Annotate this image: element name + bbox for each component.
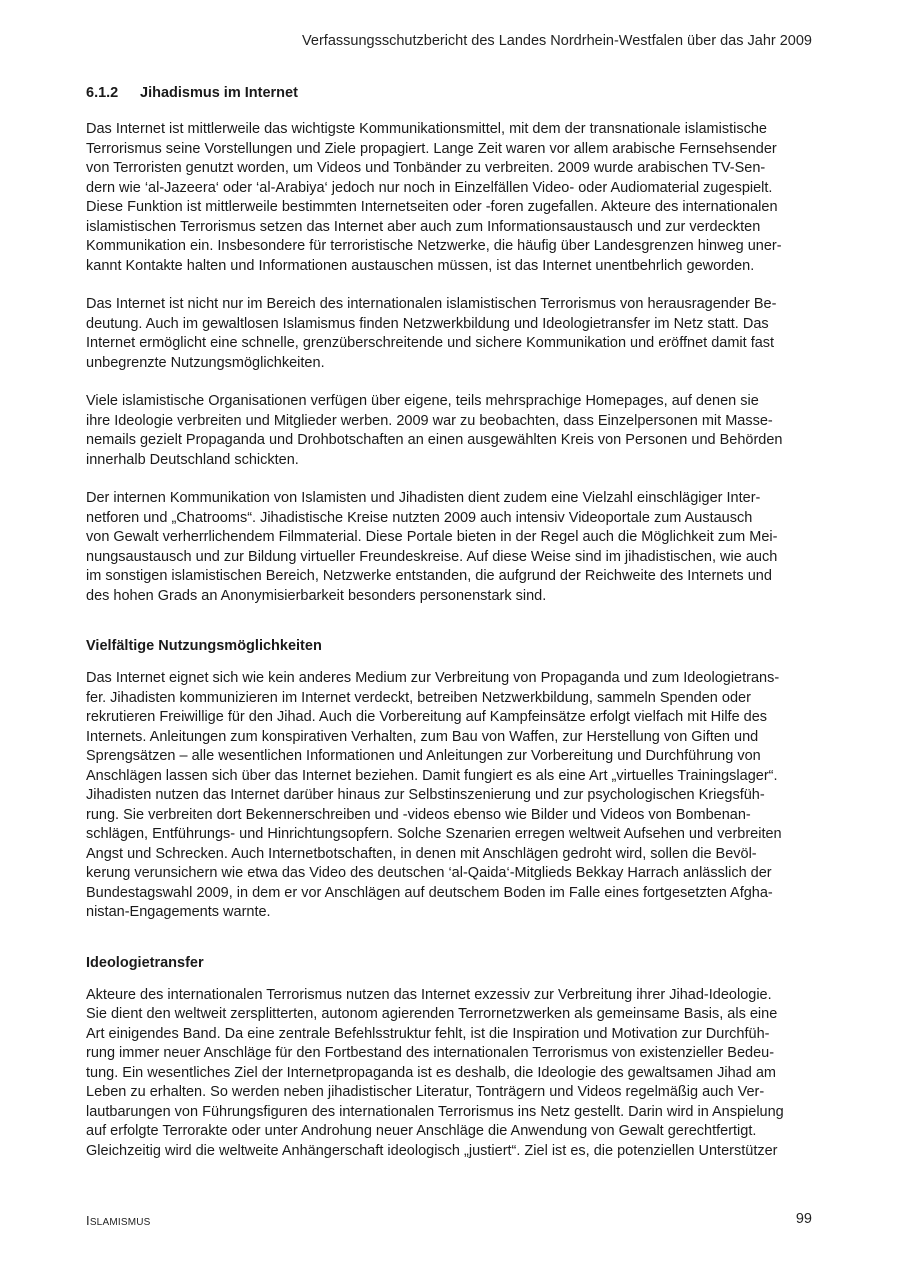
page-content xyxy=(86,84,816,1180)
text-line: innerhalb Deutschland schickten. xyxy=(86,451,299,468)
page-number: 99 xyxy=(795,1211,812,1227)
text-line: kannt Kontakte halten und Informationen austauschen müssen, ist das Internet unentbehrlich geworden. xyxy=(86,257,755,274)
text-line: Internet ermöglicht eine schnelle, grenzüberschreitende und sichere Kommunikation und eröffnet damit fast xyxy=(86,335,775,351)
text-line: nistan-Engagements warnte. xyxy=(86,904,271,920)
nutzungsmoeglichkeiten-paragraph xyxy=(86,669,816,923)
section-number: 6.1.2 xyxy=(86,85,119,101)
text-line: Angst und Schrecken. Auch Internetbotschaften, in denen mit Anschlägen gedroht wird, sollen die Bevöl- xyxy=(86,845,757,862)
text-line: des hohen Grads an Anonymisierbarkeit besonders personenstark sind. xyxy=(86,587,547,604)
text-line: Anschlägen lassen sich über das Internet beziehen. Damit fungiert es als eine Art „virtuelles Trainingslager“. xyxy=(86,767,778,784)
text-line: tung. Ein wesentliches Ziel der Internetpropaganda ist es deshalb, die Ideologie des gewaltsamen Jihad am xyxy=(86,1064,776,1081)
text-line: rung. Sie verbreiten dort Bekennerschreiben und -videos ebenso wie Bilder und Videos von Bombenan- xyxy=(86,806,751,823)
text-line: rekrutieren Freiwillige für den Jihad. Auch die Vorbereitung auf Kampfeinsätze erfolgt vielfach mit Hilfe des xyxy=(86,709,768,725)
footer-chapter-name xyxy=(86,1213,151,1228)
text-line: kerung verunsichern wie etwa das Video des deutschen ‘al-Qaida‘-Mitglieds Bekkay Harrach anlässlich der xyxy=(86,865,772,881)
subheading-nutzungsmoeglichkeiten: Vielfältige Nutzungsmöglichkeiten xyxy=(86,638,322,654)
text-line: rung immer neuer Anschläge für den Fortbestand des internationalen Terrorismus von existenzieller Bedeu- xyxy=(86,1045,775,1061)
text-line: Terrorismus seine Vorstellungen und Ziele propagiert. Lange Zeit waren vor allem arabische Fernsehsender xyxy=(86,140,777,157)
text-line: Leben zu erhalten. So werden neben jihadistischer Literatur, Tonträgern und Videos regelmäßig auch Ver- xyxy=(86,1084,765,1100)
text-line: nemails gezielt Propaganda und Drohbotschaften an einen ausgewählten Kreis von Personen und Behörden xyxy=(86,432,783,448)
text-line: deutung. Auch im gewaltlosen Islamismus finden Netzwerkbildung und Ideologietransfer im Netz statt. Das xyxy=(86,315,769,332)
intro-paragraph-1 xyxy=(86,120,816,276)
text-line: dern wie ‘al-Jazeera‘ oder ‘al-Arabiya‘ jedoch nur noch in Einzelfällen Video- oder Audiomaterial zugespielt. xyxy=(86,179,773,196)
text-line: Das Internet ist nicht nur im Bereich des internationalen islamistischen Terrorismus von herausragender Be- xyxy=(86,296,777,312)
text-line: Akteure des internationalen Terrorismus nutzen das Internet exzessiv zur Verbreitung ihrer Jihad-Ideologie. xyxy=(86,986,772,1003)
text-line: Sie dient den weltweit zersplitterten, autonom agierenden Terrornetzwerken als gemeinsame Basis, als eine xyxy=(86,1006,778,1022)
text-line: Das Internet eignet sich wie kein anderes Medium zur Verbreitung von Propaganda und zum Ideologietrans- xyxy=(86,670,780,686)
ideologietransfer-paragraph xyxy=(86,986,816,1162)
text-line: Art einigendes Band. Da eine zentrale Befehlsstruktur fehlt, ist die Inspiration und Motivation zur Durchfüh- xyxy=(86,1025,770,1042)
text-line: von Terroristen genutzt worden, um Videos und Tonbänder zu verbreiten. 2009 wurde arabischen TV-Sen- xyxy=(86,160,766,176)
text-line: Gleichzeitig wird die weltweite Anhängerschaft ideologisch „justiert“. Ziel ist es, die potenziellen Unterstützer xyxy=(86,1142,778,1159)
text-line: ihre Ideologie verbreiten und Mitglieder werben. 2009 war zu beobachten, dass Einzelpersonen mit Masse- xyxy=(86,412,773,429)
text-line: auf erfolgte Terrorakte oder unter Androhung neuer Anschläge die Anwendung von Gewalt gerechtfertigt. xyxy=(86,1123,757,1139)
footer-chapter-rest: SLAMISMUS xyxy=(89,1217,151,1228)
subheading-ideologietransfer: Ideologietransfer xyxy=(86,954,204,971)
text-line: Sprengsätzen – alle wesentlichen Informationen und Anleitungen zur Vorbereitung und Durchführung von xyxy=(86,748,761,764)
text-line: unbegrenzte Nutzungsmöglichkeiten. xyxy=(86,354,325,371)
text-line: Viele islamistische Organisationen verfügen über eigene, teils mehrsprachige Homepages, auf denen sie xyxy=(86,393,759,409)
intro-paragraph-4 xyxy=(86,489,816,606)
text-line: netforen und „Chatrooms“. Jihadistische Kreise nutzten 2009 auch intensiv Videoportale zum Austausch xyxy=(86,509,753,526)
intro-paragraph-2 xyxy=(86,295,816,373)
text-line: Kommunikation ein. Insbesondere für terroristische Netzwerke, die häufig über Landesgrenzen hinweg uner- xyxy=(86,238,782,254)
intro-paragraph-3 xyxy=(86,392,816,470)
text-line: im sonstigen islamistischen Bereich, Netzwerke entstanden, die aufgrund der Reichweite des Internets und xyxy=(86,568,772,584)
text-line: fer. Jihadisten kommunizieren im Internet verdeckt, betreiben Netzwerkbildung, sammeln Spenden oder xyxy=(86,689,751,706)
running-header: Verfassungsschutzbericht des Landes Nordrhein-Westfalen über das Jahr 2009 xyxy=(302,33,812,49)
section-heading xyxy=(86,84,816,103)
text-line: Jihadisten nutzen das Internet darüber hinaus zur Selbstinszenierung und zur psychologischen Kriegsfüh- xyxy=(86,787,765,803)
text-line: islamistischen Terrorismus setzen das Internet aber auch zum Informationsaustausch und zur verdeckten xyxy=(86,218,761,235)
text-line: nungsaustausch und zur Bildung virtueller Freundeskreise. Auf diese Weise sind im jihadistischen, wie auch xyxy=(86,548,778,565)
text-line: schlägen, Entführungs- und Hinrichtungsopfern. Solche Szenarien erregen weltweit Aufsehen und verbreiten xyxy=(86,826,782,842)
text-line: lautbarungen von Führungsfiguren des internationalen Terrorismus ins Netz gestellt. Darin wird in Anspielung xyxy=(86,1103,784,1120)
text-line: von Gewalt verherrlichendem Filmmaterial. Diese Portale bieten in der Regel auch die Möglichkeit zum Mei- xyxy=(86,529,778,545)
text-line: Das Internet ist mittlerweile das wichtigste Kommunikationsmittel, mit dem der transnationale islamistische xyxy=(86,121,767,137)
text-line: Diese Funktion ist mittlerweile bestimmten Internetseiten oder -foren zugefallen. Akteure des internationalen xyxy=(86,199,778,215)
text-line: Der internen Kommunikation von Islamisten und Jihadisten dient zudem eine Vielzahl einschlägiger Inter- xyxy=(86,490,761,506)
section-title: Jihadismus im Internet xyxy=(140,85,298,101)
text-line: Bundestagswahl 2009, in dem er vor Anschlägen auf deutschem Boden im Falle eines fortgesetzten Afgha- xyxy=(86,884,773,901)
text-line: Internets. Anleitungen zum konspirativen Verhalten, zum Bau von Waffen, zur Herstellung von Giften und xyxy=(86,728,759,745)
footer-chapter-initial: I xyxy=(86,1213,90,1228)
